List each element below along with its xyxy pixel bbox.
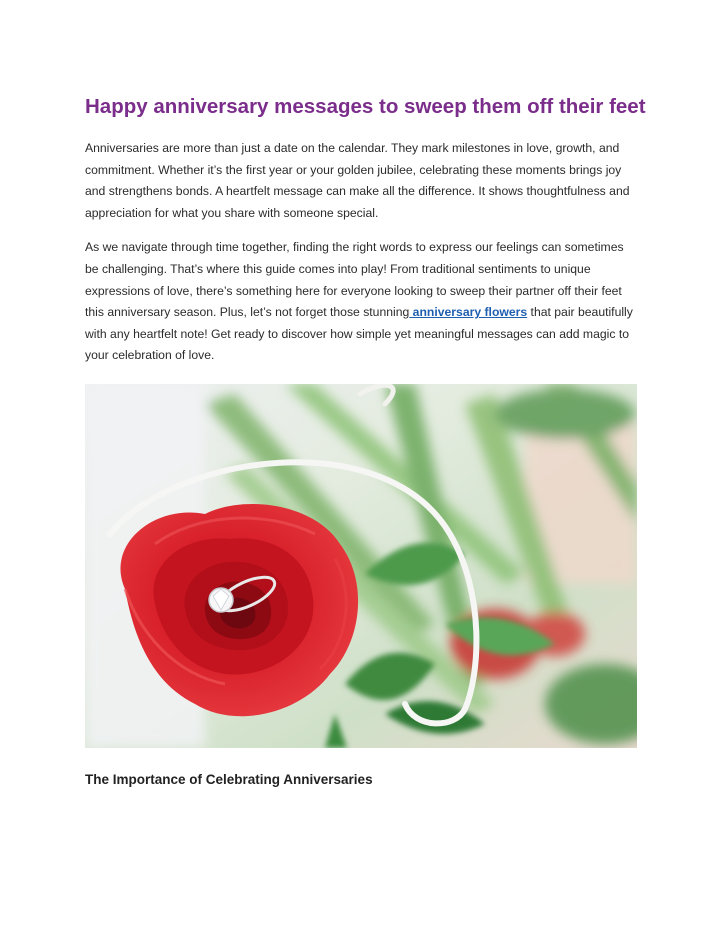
- hero-image-rose-with-ring: [85, 384, 637, 748]
- second-paragraph: [85, 237, 637, 367]
- section-heading-importance: The Importance of Celebrating Anniversaries: [85, 772, 373, 787]
- second-paragraph-text-end: that pair beautifully with any heartfelt note! Get ready to discover how simple yet meaningful messages can add magic to your celebration of love.: [85, 305, 633, 363]
- second-paragraph-text-start: As we navigate through time together, finding the right words to express our feelings can sometimes be challenging. That’s where this guide comes into play! From traditional sentiments to unique expressions of love, there’s something here for everyone looking to sweep their partner off their feet this anniversary season. Plus, let’s not forget those stunning: [85, 240, 624, 320]
- article-title: Happy anniversary messages to sweep them off their feet: [85, 95, 646, 118]
- anniversary-flowers-link[interactable]: anniversary flowers: [409, 305, 528, 320]
- intro-paragraph: Anniversaries are more than just a date on the calendar. They mark milestones in love, growth, and commitment. Whether it’s the first year or your golden jubilee, celebrating these moments brings joy and strengthens bonds. A heartfelt message can make all the difference. It shows thoughtfulness and appreciation for what you share with someone special.: [85, 141, 630, 220]
- article-body: [85, 92, 646, 380]
